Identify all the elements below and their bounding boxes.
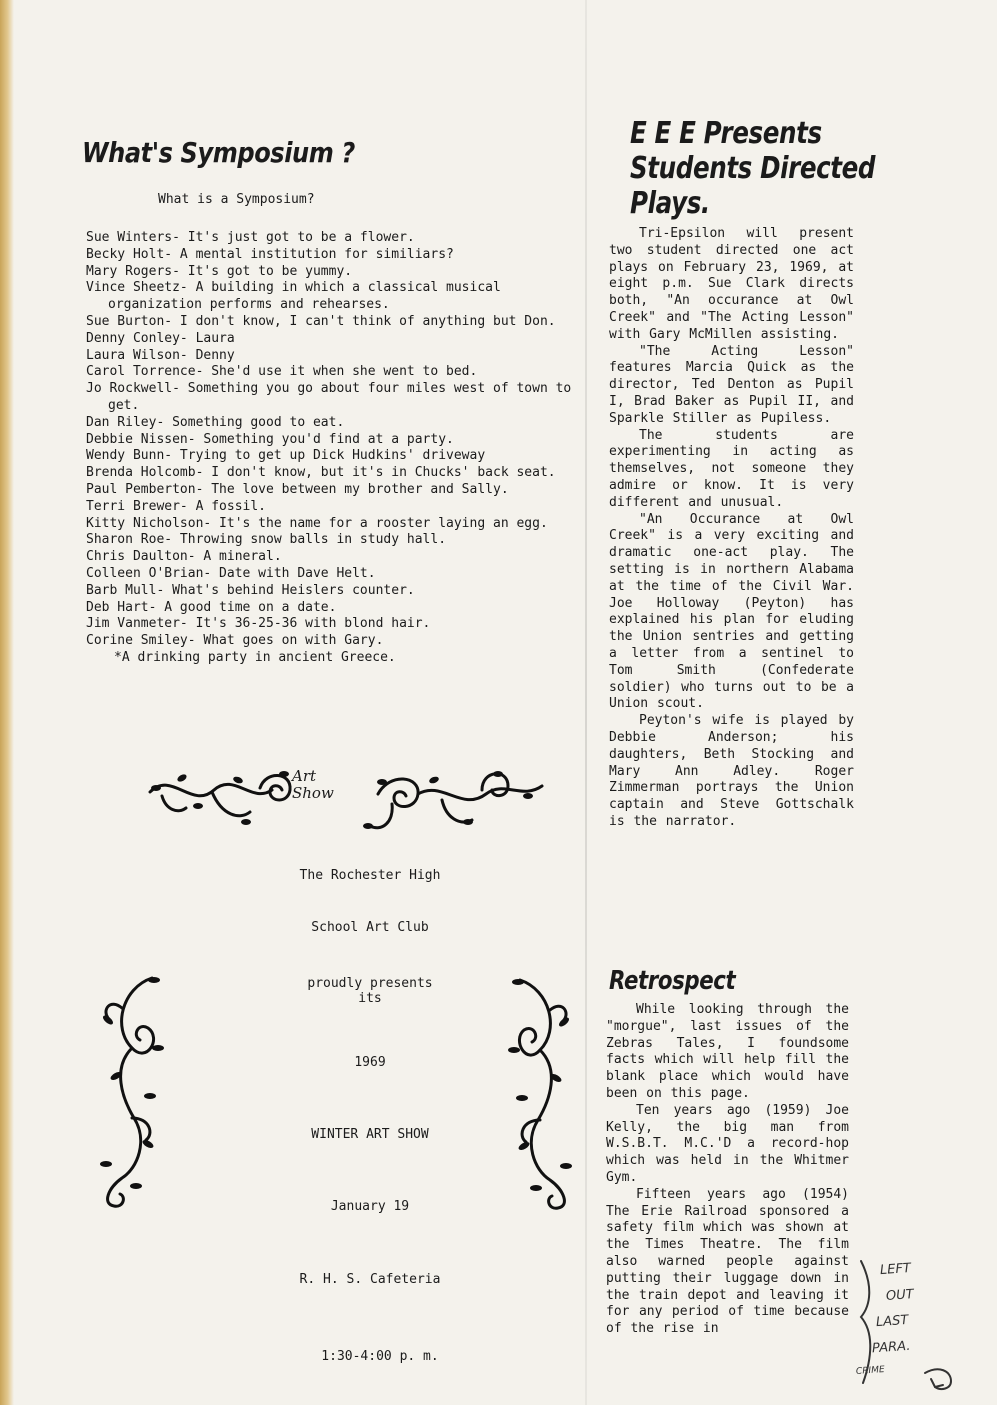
answer-item: Colleen O'Brian- Date with Dave Helt. (86, 565, 376, 581)
answer-item: Corine Smiley- What goes on with Gary. (86, 633, 384, 649)
answer-item: Debbie Nissen- Something you'd find at a party. (86, 431, 454, 447)
eee-headline-line: Students Directed (630, 151, 876, 186)
answer-item: Sharon Roe- Throwing snow balls in study hall. (86, 532, 447, 548)
eee-headline-line: E E E Presents (630, 116, 822, 151)
symposium-headline: What's Symposium ? (82, 136, 355, 169)
answer-item: Chris Daulton- A mineral. (86, 549, 282, 565)
margin-note-line: OUT (885, 1287, 915, 1304)
answer-item: Mary Rogers- It's got to be yummy. (86, 263, 353, 279)
eee-paragraph: Tri-Epsilon will present two student directed one act plays on February 23, 1969, at eight p.m. Sue Clark directs both, "An occurance at Owl Creek" and "The Acting Lesson" with Gary McMillen assisting. (609, 226, 854, 342)
art-show-place: R. H. S. Cafeteria (299, 1272, 441, 1287)
vine-ornament-top (142, 760, 552, 840)
art-club-line-3: proudly presents its (307, 976, 433, 1006)
page-edge (0, 0, 14, 1405)
eee-paragraph: The students are experimenting in acting as themselves, not someone they admire or know. It is very different and unusual. (609, 427, 854, 510)
answer-item: Kitty Nicholson- It's the name for a rooster laying an egg. (86, 515, 548, 531)
symposium-answers (86, 230, 596, 667)
retrospect-paragraph: Ten years ago (1959) Joe Kelly, the big man from W.S.B.T. M.C.'D a record-hop which was held in the Whitmer Gym. (606, 1102, 849, 1185)
retrospect-paragraph: While looking through the "morgue", last issues of the Zebras Tales, I foundsome facts which will help fill the blank place which would have been on this page. (606, 1002, 849, 1101)
page-fold (585, 0, 587, 1405)
answer-item: Laura Wilson- Denny (86, 347, 235, 363)
eee-paragraph: Peyton's wife is played by Debbie Anderson; his daughters, Beth Stocking and Mary Ann Adley. Roger Zimmerman portrays the Union captain and Steve Gottschalk is the narrator. (609, 713, 854, 829)
margin-note-line: CRIME (855, 1365, 885, 1377)
answer-item: Denny Conley- Laura (86, 330, 235, 346)
answer-item: Jo Rockwell- Something you go about four miles west of town to get. (86, 381, 572, 413)
art-club-line-1: The Rochester High (299, 868, 441, 883)
eee-headline (630, 116, 875, 221)
answer-item: Carol Torrence- She'd use it when she went to bed. (86, 364, 478, 380)
art-show-label (292, 768, 334, 802)
retrospect-headline: Retrospect (609, 966, 736, 996)
eee-article (609, 226, 854, 831)
art-club-line-2: School Art Club (311, 920, 429, 935)
answer-item: Vince Sheetz- A building in which a classical musical organization performs and rehearses. (86, 280, 501, 313)
answer-item: Dan Riley- Something good to eat. (86, 414, 345, 430)
art-show-date: January 19 (330, 1199, 410, 1214)
answer-item: Sue Winters- It's just got to be a flower. (86, 230, 415, 245)
symposium-footnote: *A drinking party in ancient Greece. (114, 649, 396, 665)
answer-item: Deb Hart- A good time on a date. (86, 599, 337, 615)
art-show-year: 1969 (354, 1055, 386, 1070)
answer-item: Becky Holt- A mental institution for similiars? (86, 246, 454, 262)
answer-item: Jim Vanmeter- It's 36-25-36 with blond hair. (86, 616, 431, 632)
eee-paragraph: "The Acting Lesson" features Marcia Quick as the director, Ted Denton as Pupil I, Brad Baker as Pupil II, and Sparkle Stiller as Pupiless. (609, 343, 854, 426)
art-show-word: Show (292, 784, 334, 802)
art-show-time: 1:30-4:00 p. m. (321, 1349, 439, 1364)
answer-item: Barb Mull- What's behind Heislers counter. (86, 582, 415, 598)
margin-note-line: PARA. (871, 1338, 911, 1357)
symposium-question: What is a Symposium? (158, 192, 315, 207)
retrospect-paragraph: Fifteen years ago (1954) The Erie Railroad sponsored a safety film which was shown at the Times Theatre. The film also warned people against putting their luggage down in the train depot and leaving it for any period of time because of the rise in (606, 1186, 849, 1337)
retrospect-article (606, 1002, 849, 1392)
answer-item: Terri Brewer- A fossil. (86, 498, 267, 514)
margin-note-line: LEFT (879, 1260, 912, 1279)
vine-ornament-left (92, 968, 172, 1213)
eee-headline-line: Plays. (630, 186, 710, 221)
art-show-name: WINTER ART SHOW (311, 1127, 429, 1142)
art-show-word: Art (292, 767, 317, 785)
eee-paragraph: "An Occurance at Owl Creek" is a very exciting and dramatic one-act play. The setting is in northern Alabama at the time of the Civil War. Joe Holloway (Peyton) has explained his plan for eluding the Union sentries and getting a letter from a sentinel to Tom Smith (Confederate soldier) who turns out to be a Union scout. (609, 511, 854, 712)
answer-item: Paul Pemberton- The love between my brother and Sally. (86, 481, 509, 497)
margin-note-line: LAST (875, 1312, 909, 1331)
vine-ornament-right (500, 970, 580, 1215)
answer-item: Brenda Holcomb- I don't know, but it's in Chucks' back seat. (86, 465, 556, 481)
answer-item: Sue Burton- I don't know, I can't think of anything but Don. (86, 313, 556, 329)
answer-item: Wendy Bunn- Trying to get up Dick Hudkins' driveway (86, 448, 486, 464)
